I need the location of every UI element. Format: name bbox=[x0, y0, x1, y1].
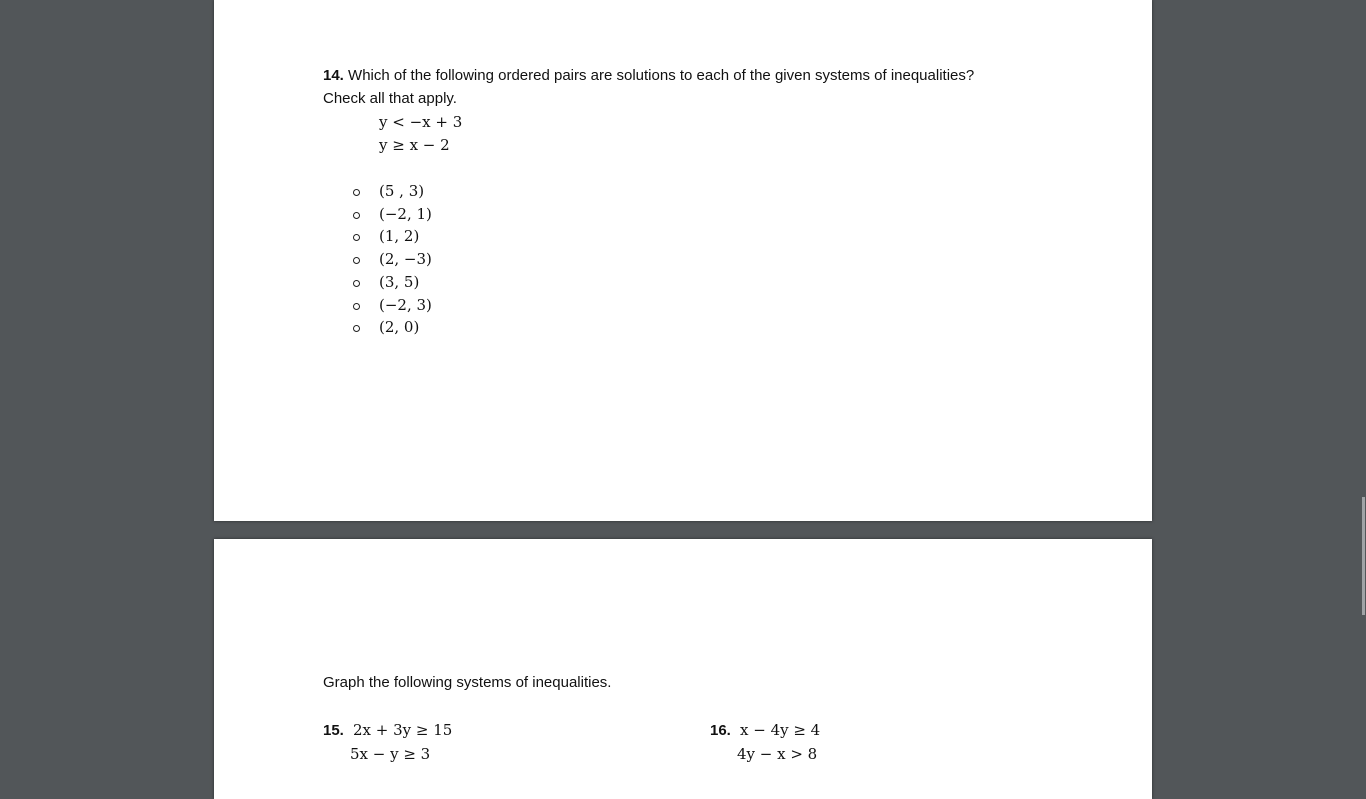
question-16-line-2: 4y − x > 8 bbox=[737, 745, 818, 763]
answer-option: (5 , 3) bbox=[379, 182, 425, 200]
question-instruction: Check all that apply. bbox=[323, 90, 457, 107]
bullet-icon bbox=[353, 280, 360, 287]
inequality-2: y ≥ x − 2 bbox=[379, 136, 450, 154]
section-heading: Graph the following systems of inequalities. bbox=[323, 674, 612, 691]
answer-option: (2, −3) bbox=[379, 250, 432, 269]
answer-option: (1, 2) bbox=[379, 227, 420, 246]
bullet-icon bbox=[353, 257, 360, 264]
answer-option: (−2, 1) bbox=[379, 204, 432, 223]
bullet-icon bbox=[353, 234, 360, 241]
scrollbar-thumb[interactable] bbox=[1362, 497, 1365, 615]
pdf-page-1 bbox=[214, 0, 1152, 521]
question-text: Which of the following ordered pairs are solutions to each of the given systems of inequalities? bbox=[348, 67, 975, 84]
pdf-page-2 bbox=[214, 539, 1152, 799]
bullet-icon bbox=[353, 212, 360, 219]
answer-option: (3, 5) bbox=[379, 272, 420, 291]
question-16-line-1: x − 4y ≥ 4 bbox=[740, 721, 821, 739]
question-15-number: 15. bbox=[323, 722, 344, 739]
bullet-icon bbox=[353, 189, 360, 196]
question-14 bbox=[323, 67, 974, 84]
inequality-1: y < −x + 3 bbox=[379, 113, 463, 131]
answer-option: (2, 0) bbox=[379, 318, 420, 337]
question-number: 14. bbox=[323, 67, 344, 84]
bullet-icon bbox=[353, 325, 360, 332]
question-15-line-1: 2x + 3y ≥ 15 bbox=[353, 721, 453, 739]
answer-option: (−2, 3) bbox=[379, 295, 432, 314]
bullet-icon bbox=[353, 303, 360, 310]
question-16-number: 16. bbox=[710, 722, 731, 739]
question-15-line-2: 5x − y ≥ 3 bbox=[350, 745, 431, 763]
